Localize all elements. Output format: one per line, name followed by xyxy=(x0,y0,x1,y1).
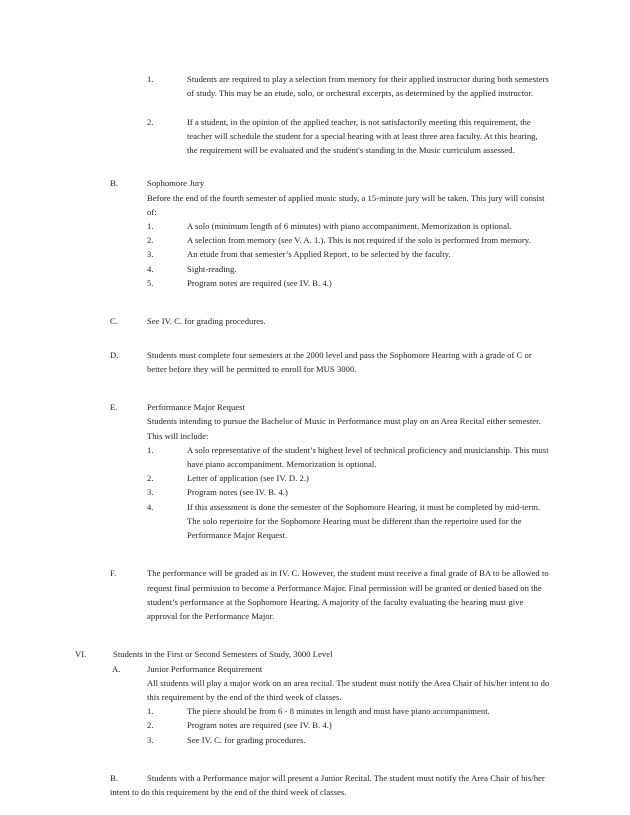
section-marker: D. xyxy=(110,349,119,360)
list-item xyxy=(147,262,630,276)
section-marker: B. xyxy=(110,773,118,784)
list-marker: 2. xyxy=(147,235,154,246)
section-b-intro: Before the end of the fourth semester of applied music study, a 15-minute jury will be taken. This jury will consist of: xyxy=(147,192,545,217)
section-marker: E. xyxy=(110,402,118,413)
list-text: An etude from that semester’s Applied Report, to be selected by the faculty. xyxy=(187,249,451,260)
section-vi xyxy=(75,647,630,661)
list-text: Program notes are required (see IV. B. 4.) xyxy=(187,720,332,731)
list-text: Students are required to play a selection from memory for their applied instructor during both semesters of study. This may be an etude, solo, or orchestral excerpts, as determined by the applied instructor. xyxy=(187,74,549,99)
section-heading: Students in the First or Second Semesters of Study, 3000 Level xyxy=(113,649,333,660)
spacer xyxy=(0,390,630,400)
list-text: Program notes (see IV. B. 4.) xyxy=(187,487,288,498)
spacer xyxy=(0,747,630,761)
list-text: The piece should be from 6 - 8 minutes in length and must have piano accompaniment. xyxy=(187,706,490,717)
list-text: A selection from memory (see V. A. 1.). This is not required if the solo is performed from memory. xyxy=(187,235,531,246)
list-marker: 1. xyxy=(147,444,154,455)
section-marker: B. xyxy=(110,178,118,189)
list-marker: 5. xyxy=(147,277,154,288)
list-item xyxy=(147,276,630,290)
spacer xyxy=(0,623,630,637)
list-item xyxy=(147,704,630,718)
list-marker: 1. xyxy=(147,706,154,717)
section-e-intro: Students intending to pursue the Bachelor of Music in Performance must play on an Area Recital either semester. This will include: xyxy=(147,416,541,441)
section-text: See IV. C. for grading procedures. xyxy=(147,316,266,327)
section-b xyxy=(110,176,630,190)
spacer xyxy=(0,304,630,314)
list-item xyxy=(147,247,630,261)
section-vi-b xyxy=(110,771,550,799)
list-text: Program notes are required (see IV. B. 4.) xyxy=(187,277,332,288)
list-text: A solo representative of the student’s highest level of technical proficiency and musicianship. This must have piano accompaniment. Memorization is optional. xyxy=(187,444,549,469)
list-item xyxy=(147,233,630,247)
list-text: If this assessment is done the semester of the Sophomore Hearing, it must be completed by mid-term. The solo repertoire for the Sophomore Hearing must be different than the repertoire used for the Performance Major Request. xyxy=(187,501,541,541)
list-text: See IV. C. for grading procedures. xyxy=(187,734,306,745)
list-text: If a student, in the opinion of the applied teacher, is not satisfactorily meeting this requirement, the teacher will schedule the student for a special hearing with at least three area faculty. At this hearing, the requirement will be evaluated and the student's standing in the Music curriculum assessed. xyxy=(187,116,538,155)
list-item xyxy=(147,500,630,543)
list-marker: 2. xyxy=(147,473,154,484)
list-item xyxy=(147,718,630,732)
section-text: Students with a Performance major will present a Junior Recital. The student must notify the Area Chair of his/her intent to do this requirement by the end of the third week of classes. xyxy=(110,773,545,798)
section-e xyxy=(110,400,630,414)
list-marker: 2. xyxy=(147,720,154,731)
spacer xyxy=(0,637,630,647)
list-marker: 3. xyxy=(147,249,154,260)
list-marker: 3. xyxy=(147,734,154,745)
spacer xyxy=(0,542,630,556)
section-text: Students must complete four semesters at the 2000 level and pass the Sophomore Hearing with a grade of C or better before they will be permitted to enroll for MUS 3000. xyxy=(147,349,532,374)
section-f xyxy=(110,566,630,623)
list-marker: 3. xyxy=(147,487,154,498)
list-text: Letter of application (see IV. D. 2.) xyxy=(187,473,309,484)
section-heading: Junior Performance Requirement xyxy=(147,663,263,674)
spacer xyxy=(0,290,630,304)
section-d xyxy=(110,348,630,376)
spacer xyxy=(0,157,630,171)
spacer xyxy=(0,376,630,390)
section-heading: Sophomore Jury xyxy=(147,178,205,189)
list-marker: 4. xyxy=(147,263,154,274)
section-text: The performance will be graded as in IV. C. However, the student must receive a final grade of BA to be allowed to request final permission to become a Performance Major. Final permission will be granted or denied based on the student’s performance at the Sophomore Hearing. A majority of the faculty evaluating the hearing must give approval for the Performance Major. xyxy=(147,568,549,622)
list-text: Sight-reading. xyxy=(187,263,237,274)
spacer xyxy=(0,556,630,566)
list-item xyxy=(147,485,630,499)
list-item xyxy=(147,219,630,233)
section-marker: VI. xyxy=(75,649,87,660)
section-heading: Performance Major Request xyxy=(147,402,245,413)
spacer xyxy=(0,100,630,114)
list-item xyxy=(147,471,630,485)
list-item xyxy=(147,115,630,158)
list-text: A solo (minimum length of 6 minutes) with piano accompaniment. Memorization is optional. xyxy=(187,221,512,231)
section-c xyxy=(110,314,630,328)
list-item xyxy=(147,733,630,747)
section-marker: C. xyxy=(110,316,118,327)
section-marker: F. xyxy=(110,568,117,579)
list-marker: 1. xyxy=(147,221,154,231)
section-vi-a-intro: All students will play a major work on an area recital. The student must notify the Area Chair of his/her intent to do this requirement by the end of the third week of classes. xyxy=(147,677,550,703)
list-item xyxy=(147,72,630,100)
section-marker: A. xyxy=(112,663,121,674)
list-marker: 2. xyxy=(147,116,154,127)
spacer xyxy=(0,761,630,771)
list-marker: 4. xyxy=(147,501,154,512)
spacer xyxy=(0,328,630,342)
list-marker: 1. xyxy=(147,74,154,84)
section-vi-a xyxy=(112,662,630,676)
list-item xyxy=(147,443,630,471)
